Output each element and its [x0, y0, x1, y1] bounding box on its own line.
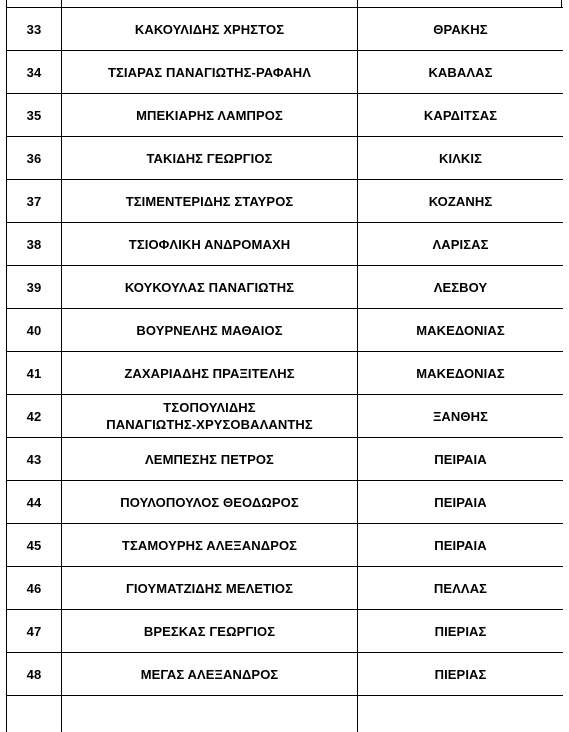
person-name: ΤΣΑΜΟΥΡΗΣ ΑΛΕΞΑΝΔΡΟΣ: [62, 524, 358, 567]
table-row: [7, 309, 564, 352]
person-name: [62, 696, 358, 732]
table-row: [7, 653, 564, 696]
region-name: ΘΡΑΚΗΣ: [358, 8, 564, 51]
table-row: [7, 696, 564, 732]
person-name: ΓΙΟΥΜΑΤΖΙΔΗΣ ΜΕΛΕΤΙΟΣ: [62, 567, 358, 610]
row-number: 36: [7, 137, 62, 180]
row-number: 45: [7, 524, 62, 567]
row-number: 33: [7, 8, 62, 51]
person-name: ΤΣΙΜΕΝΤΕΡΙΔΗΣ ΣΤΑΥΡΟΣ: [62, 180, 358, 223]
person-name: ΒΟΥΡΝΕΛΗΣ ΜΑΘΑΙΟΣ: [62, 309, 358, 352]
row-number: 38: [7, 223, 62, 266]
person-name-line-2: ΠΑΝΑΓΙΩΤΗΣ-ΧΡΥΣΟΒΑΛΑΝΤΗΣ: [106, 417, 313, 432]
row-number: 46: [7, 567, 62, 610]
row-number: 43: [7, 438, 62, 481]
region-name: ΜΑΚΕΔΟΝΙΑΣ: [358, 352, 564, 395]
document-sheet: [6, 0, 563, 732]
region-name: ΚΙΛΚΙΣ: [358, 137, 564, 180]
table-row: [7, 94, 564, 137]
row-number: 44: [7, 481, 62, 524]
person-name: ΤΣΙΟΦΛΙΚΗ ΑΝΔΡΟΜΑΧΗ: [62, 223, 358, 266]
person-name-line-1: ΤΣΟΠΟΥΛΙΔΗΣ: [163, 400, 256, 415]
table-row: [7, 438, 564, 481]
region-name: [358, 696, 564, 732]
region-name: ΚΑΡΔΙΤΣΑΣ: [358, 94, 564, 137]
row-number: 48: [7, 653, 62, 696]
table-row: [7, 137, 564, 180]
table-row: [7, 223, 564, 266]
table-row: [7, 395, 564, 438]
region-name: ΞΑΝΘΗΣ: [358, 395, 564, 438]
person-name: ΜΠΕΚΙΑΡΗΣ ΛΑΜΠΡΟΣ: [62, 94, 358, 137]
region-name: ΠΕΛΛΑΣ: [358, 567, 564, 610]
person-name: ΤΣΙΑΡΑΣ ΠΑΝΑΓΙΩΤΗΣ-ΡΑΦΑΗΛ: [62, 51, 358, 94]
row-number: 35: [7, 94, 62, 137]
row-number: 47: [7, 610, 62, 653]
person-name: ΚΟΥΚΟΥΛΑΣ ΠΑΝΑΓΙΩΤΗΣ: [62, 266, 358, 309]
row-number: [7, 696, 62, 732]
table-row: [7, 481, 564, 524]
person-name: ΜΕΓΑΣ ΑΛΕΞΑΝΔΡΟΣ: [62, 653, 358, 696]
row-number: 41: [7, 352, 62, 395]
person-name: ΒΡΕΣΚΑΣ ΓΕΩΡΓΙΟΣ: [62, 610, 358, 653]
region-name: ΠΕΙΡΑΙΑ: [358, 481, 564, 524]
person-name: ΤΑΚΙΔΗΣ ΓΕΩΡΓΙΟΣ: [62, 137, 358, 180]
person-name: ΠΟΥΛΟΠΟΥΛΟΣ ΘΕΟΔΩΡΟΣ: [62, 481, 358, 524]
table-row: [7, 352, 564, 395]
table-row: [7, 180, 564, 223]
person-name-two-line: [62, 395, 358, 438]
table-row: [7, 266, 564, 309]
row-number: 37: [7, 180, 62, 223]
region-name: ΠΕΙΡΑΙΑ: [358, 438, 564, 481]
region-name: ΛΑΡΙΣΑΣ: [358, 223, 564, 266]
person-name: ΚΑΚΟΥΛΙΔΗΣ ΧΡΗΣΤΟΣ: [62, 8, 358, 51]
table-row: [7, 8, 564, 51]
region-name: ΠΙΕΡΙΑΣ: [358, 653, 564, 696]
region-name: ΠΙΕΡΙΑΣ: [358, 610, 564, 653]
row-number: 39: [7, 266, 62, 309]
row-number: 42: [7, 395, 62, 438]
region-name: ΛΕΣΒΟΥ: [358, 266, 564, 309]
table-row: [7, 51, 564, 94]
row-number: 34: [7, 51, 62, 94]
table-row: [7, 524, 564, 567]
region-name: ΚΑΒΑΛΑΣ: [358, 51, 564, 94]
person-name: ΖΑΧΑΡΙΑΔΗΣ ΠΡΑΞΙΤΕΛΗΣ: [62, 352, 358, 395]
table-row: [7, 567, 564, 610]
person-name: ΛΕΜΠΕΣΗΣ ΠΕΤΡΟΣ: [62, 438, 358, 481]
region-name: ΜΑΚΕΔΟΝΙΑΣ: [358, 309, 564, 352]
roster-table: [6, 7, 563, 732]
region-name: ΠΕΙΡΑΙΑ: [358, 524, 564, 567]
table-row: [7, 610, 564, 653]
row-number: 40: [7, 309, 62, 352]
region-name: ΚΟΖΑΝΗΣ: [358, 180, 564, 223]
